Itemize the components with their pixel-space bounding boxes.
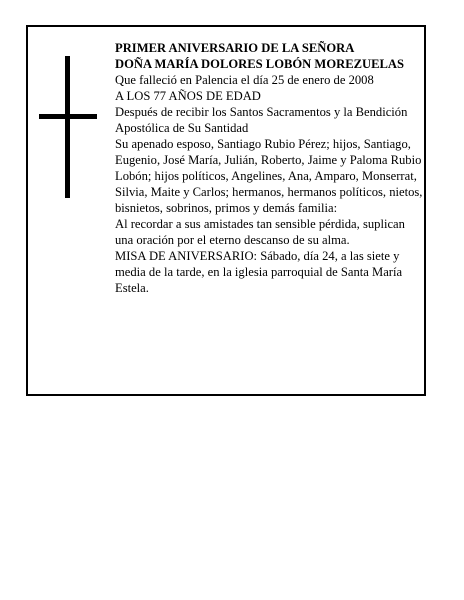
cross-vertical-bar: [65, 56, 70, 198]
age-line: A LOS 77 AÑOS DE EDAD: [115, 89, 261, 103]
prayer-request: Al recordar a sus amistades tan sensible pérdida, suplican una oración por el eterno descanso de su alma.: [115, 217, 405, 247]
death-info: Que falleció en Palencia el día 25 de enero de 2008: [115, 73, 374, 87]
mass-info: MISA DE ANIVERSARIO: Sábado, día 24, a las siete y media de la tarde, en la iglesia parroquial de Santa María Estela.: [115, 249, 403, 295]
cross-icon: [39, 56, 97, 198]
notice-title-line-1: PRIMER ANIVERSARIO DE LA SEÑORA: [115, 41, 355, 55]
family-paragraph: Su apenado esposo, Santiago Rubio Pérez; hijos, Santiago, Eugenio, José María, Julián, Roberto, Jaime y Paloma Rubio Lobón; hijos políticos, Angelines, Ana, Amparo, Monserrat, Silvia, Maite y Carlos; hermanos, hermanos políticos, nietos, bisnietos, sobrinos, primos y demás familia:: [115, 137, 423, 215]
notice-text: [115, 40, 423, 296]
obituary-notice: [26, 25, 426, 396]
cross-horizontal-bar: [39, 114, 97, 119]
sacraments-line: Después de recibir los Santos Sacramentos y la Bendición Apostólica de Su Santidad: [115, 105, 408, 135]
notice-title-line-2: DOÑA MARÍA DOLORES LOBÓN MOREZUELAS: [115, 57, 404, 71]
